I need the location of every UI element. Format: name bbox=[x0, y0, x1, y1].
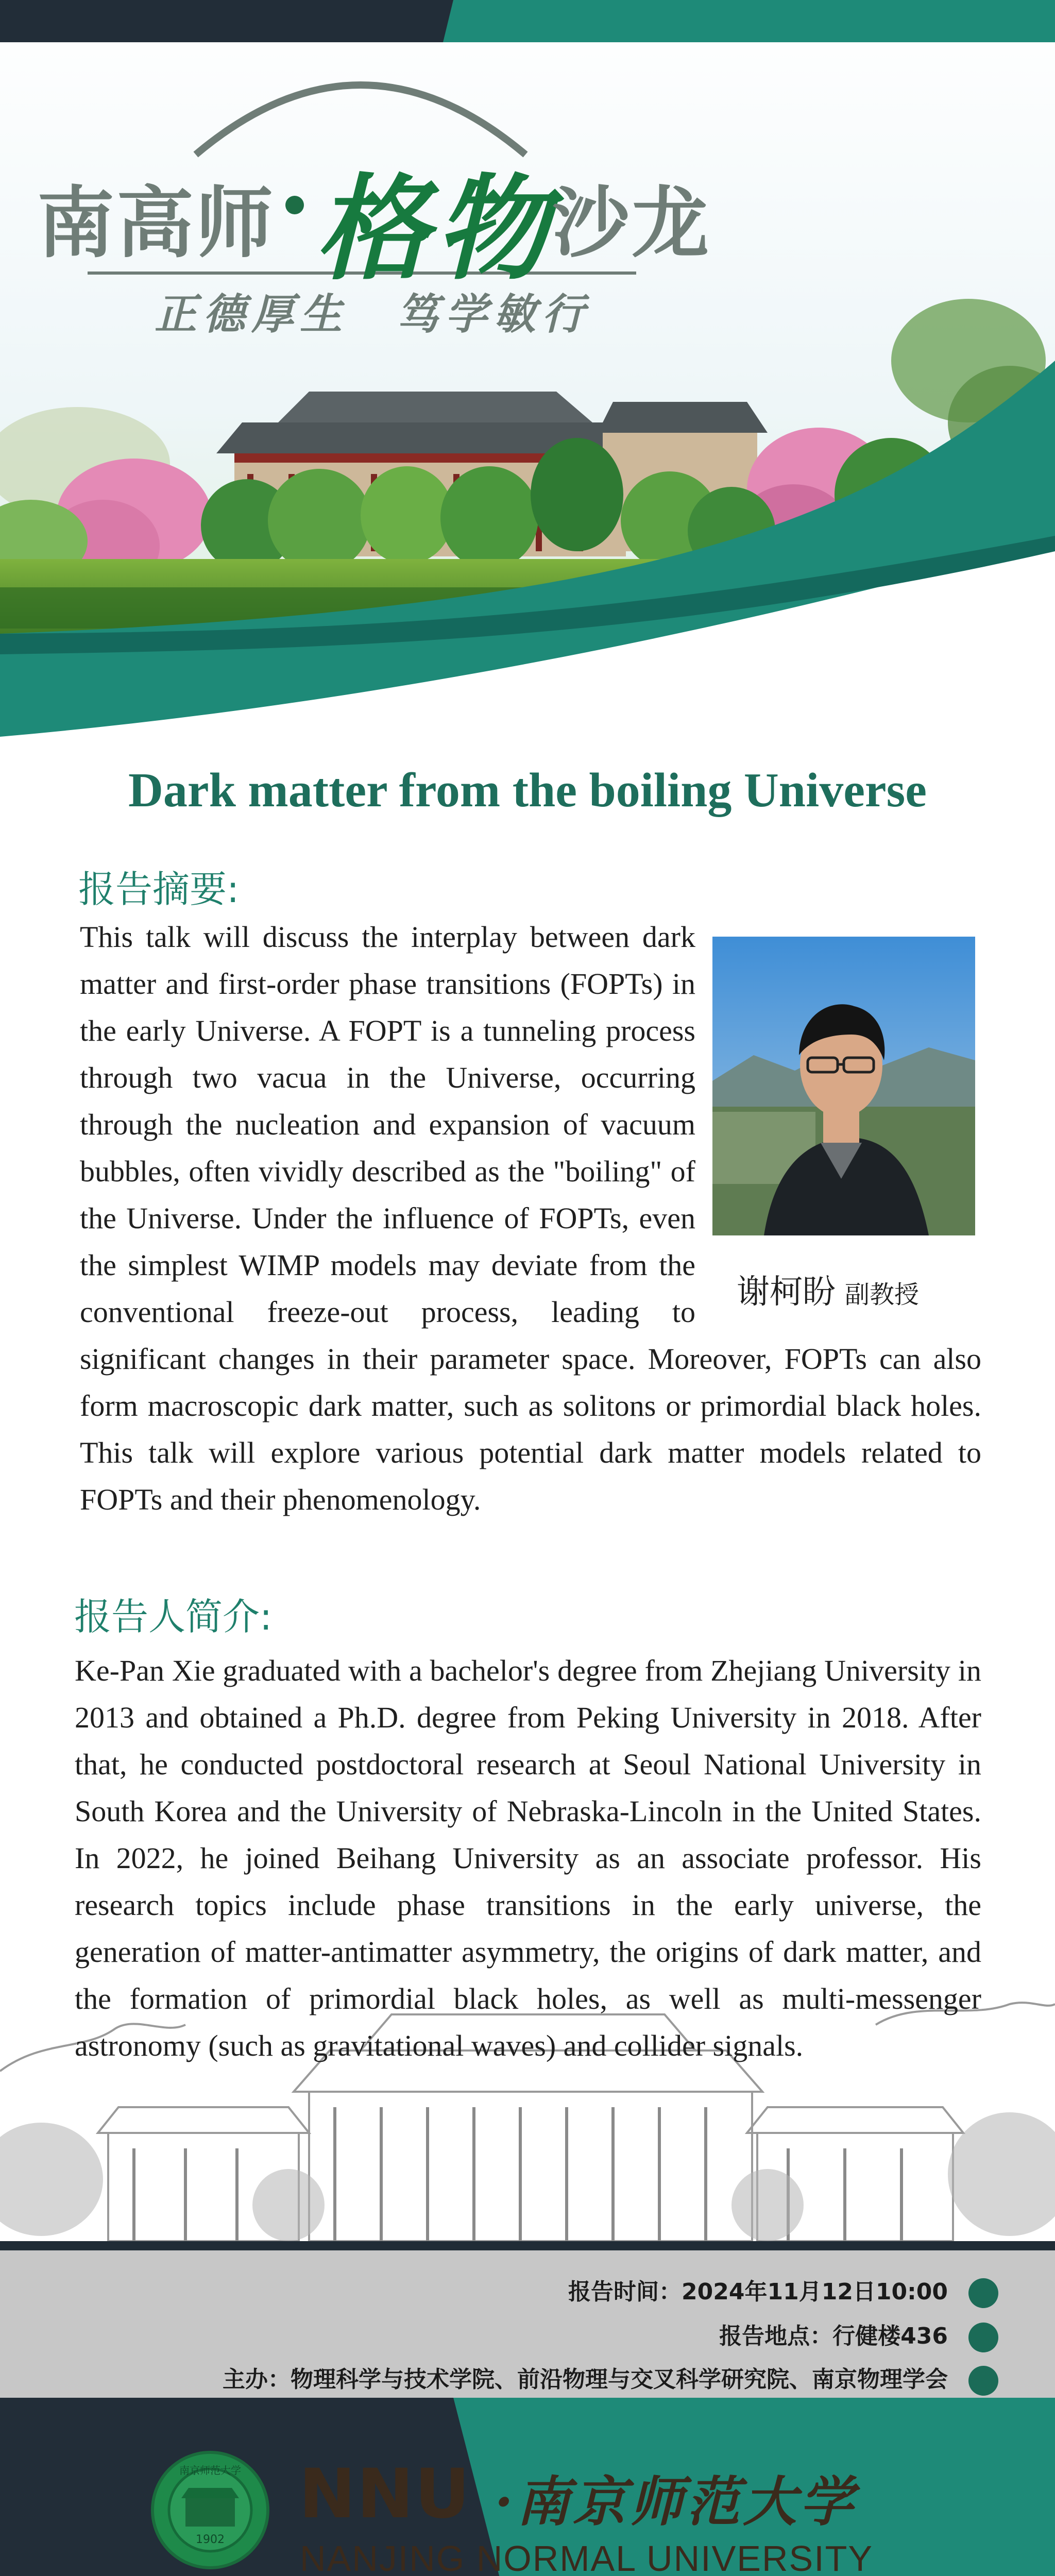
header-banner bbox=[0, 0, 1055, 742]
bullet-icon bbox=[968, 2278, 998, 2308]
bio-text: Ke-Pan Xie graduated with a bachelor's degree from Zhejiang University in 2013 and obtained a Ph.D. degree from Peking University in 2018. After that, he conducted postdoctoral research at Seoul National University in South Korea and the University of Nebraska-Lincoln in the United States. In 2022, he joined Beihang University as an associate professor. His research topics include phase transitions in the early universe, the generation of matter-antimatter asymmetry, the origins of dark matter, and the formation of primordial black holes, as well as multi-messenger astronomy (such as gravitational waves) and collider signals. bbox=[75, 1654, 981, 2062]
info-location-text: 报告地点：行健楼436 bbox=[719, 2323, 948, 2349]
salon-title-right: 沙龙 bbox=[552, 179, 711, 268]
salon-title-left: 南高师 bbox=[37, 179, 276, 268]
info-time bbox=[568, 2273, 998, 2308]
university-abbr: NNU bbox=[299, 2454, 471, 2534]
speaker-title: 副教授 bbox=[845, 1280, 920, 1309]
university-seal-icon bbox=[149, 2449, 271, 2571]
salon-title bbox=[37, 129, 717, 295]
speaker-caption bbox=[737, 1265, 919, 1313]
abstract-heading: 报告摘要: bbox=[78, 868, 240, 911]
university-cn-name: ·南京师范大学 bbox=[495, 2470, 857, 2533]
salon-title-main: 格物 bbox=[315, 162, 555, 295]
motto: 正德厚生 笃学敏行 bbox=[155, 290, 590, 339]
bullet-icon bbox=[968, 2366, 998, 2396]
talk-title: Dark matter from the boiling Universe bbox=[128, 764, 927, 817]
seal-year: 1902 bbox=[196, 2533, 225, 2546]
info-host-text: 主办：物理科学与技术学院、前沿物理与交叉科学研究院、南京物理学会 bbox=[223, 2366, 948, 2393]
bio-heading: 报告人简介: bbox=[74, 1595, 273, 1638]
bullet-icon bbox=[968, 2323, 998, 2352]
footer bbox=[0, 2398, 1055, 2576]
seal-text: 南京师范大学 bbox=[179, 2464, 241, 2477]
info-location bbox=[719, 2317, 998, 2352]
info-host bbox=[223, 2361, 998, 2396]
speaker-name: 谢柯盼 bbox=[737, 1273, 836, 1311]
abstract-text: This talk will discuss the interplay between dark matter and first-order phase transitions (FOPTs) in the early Universe. A FOPT is a tunneling process through two vacua in the Universe, occurring through the nucleation and expansion of vacuum bubbles, often vividly described as the "boiling" of the Universe. Under the influence of FOPTs, even the simplest WIMP models may deviate from the conventional freeze-out process, leading to significant changes in their parameter space. Moreover, FOPTs can also form macroscopic dark matter, such as solitons or primordial black holes. This talk will explore various potential dark matter models related to FOPTs and their phenomenology. bbox=[80, 920, 981, 1516]
info-time-text: 报告时间：2024年11月12日10:00 bbox=[568, 2279, 948, 2305]
speaker-photo bbox=[712, 937, 975, 1235]
university-en-name: NANJING NORMAL UNIVERSITY bbox=[300, 2538, 874, 2576]
info-band bbox=[0, 2241, 1055, 2398]
top-strip-accent bbox=[443, 0, 1055, 42]
salon-title-dot bbox=[285, 196, 304, 214]
header-background bbox=[0, 0, 1055, 742]
